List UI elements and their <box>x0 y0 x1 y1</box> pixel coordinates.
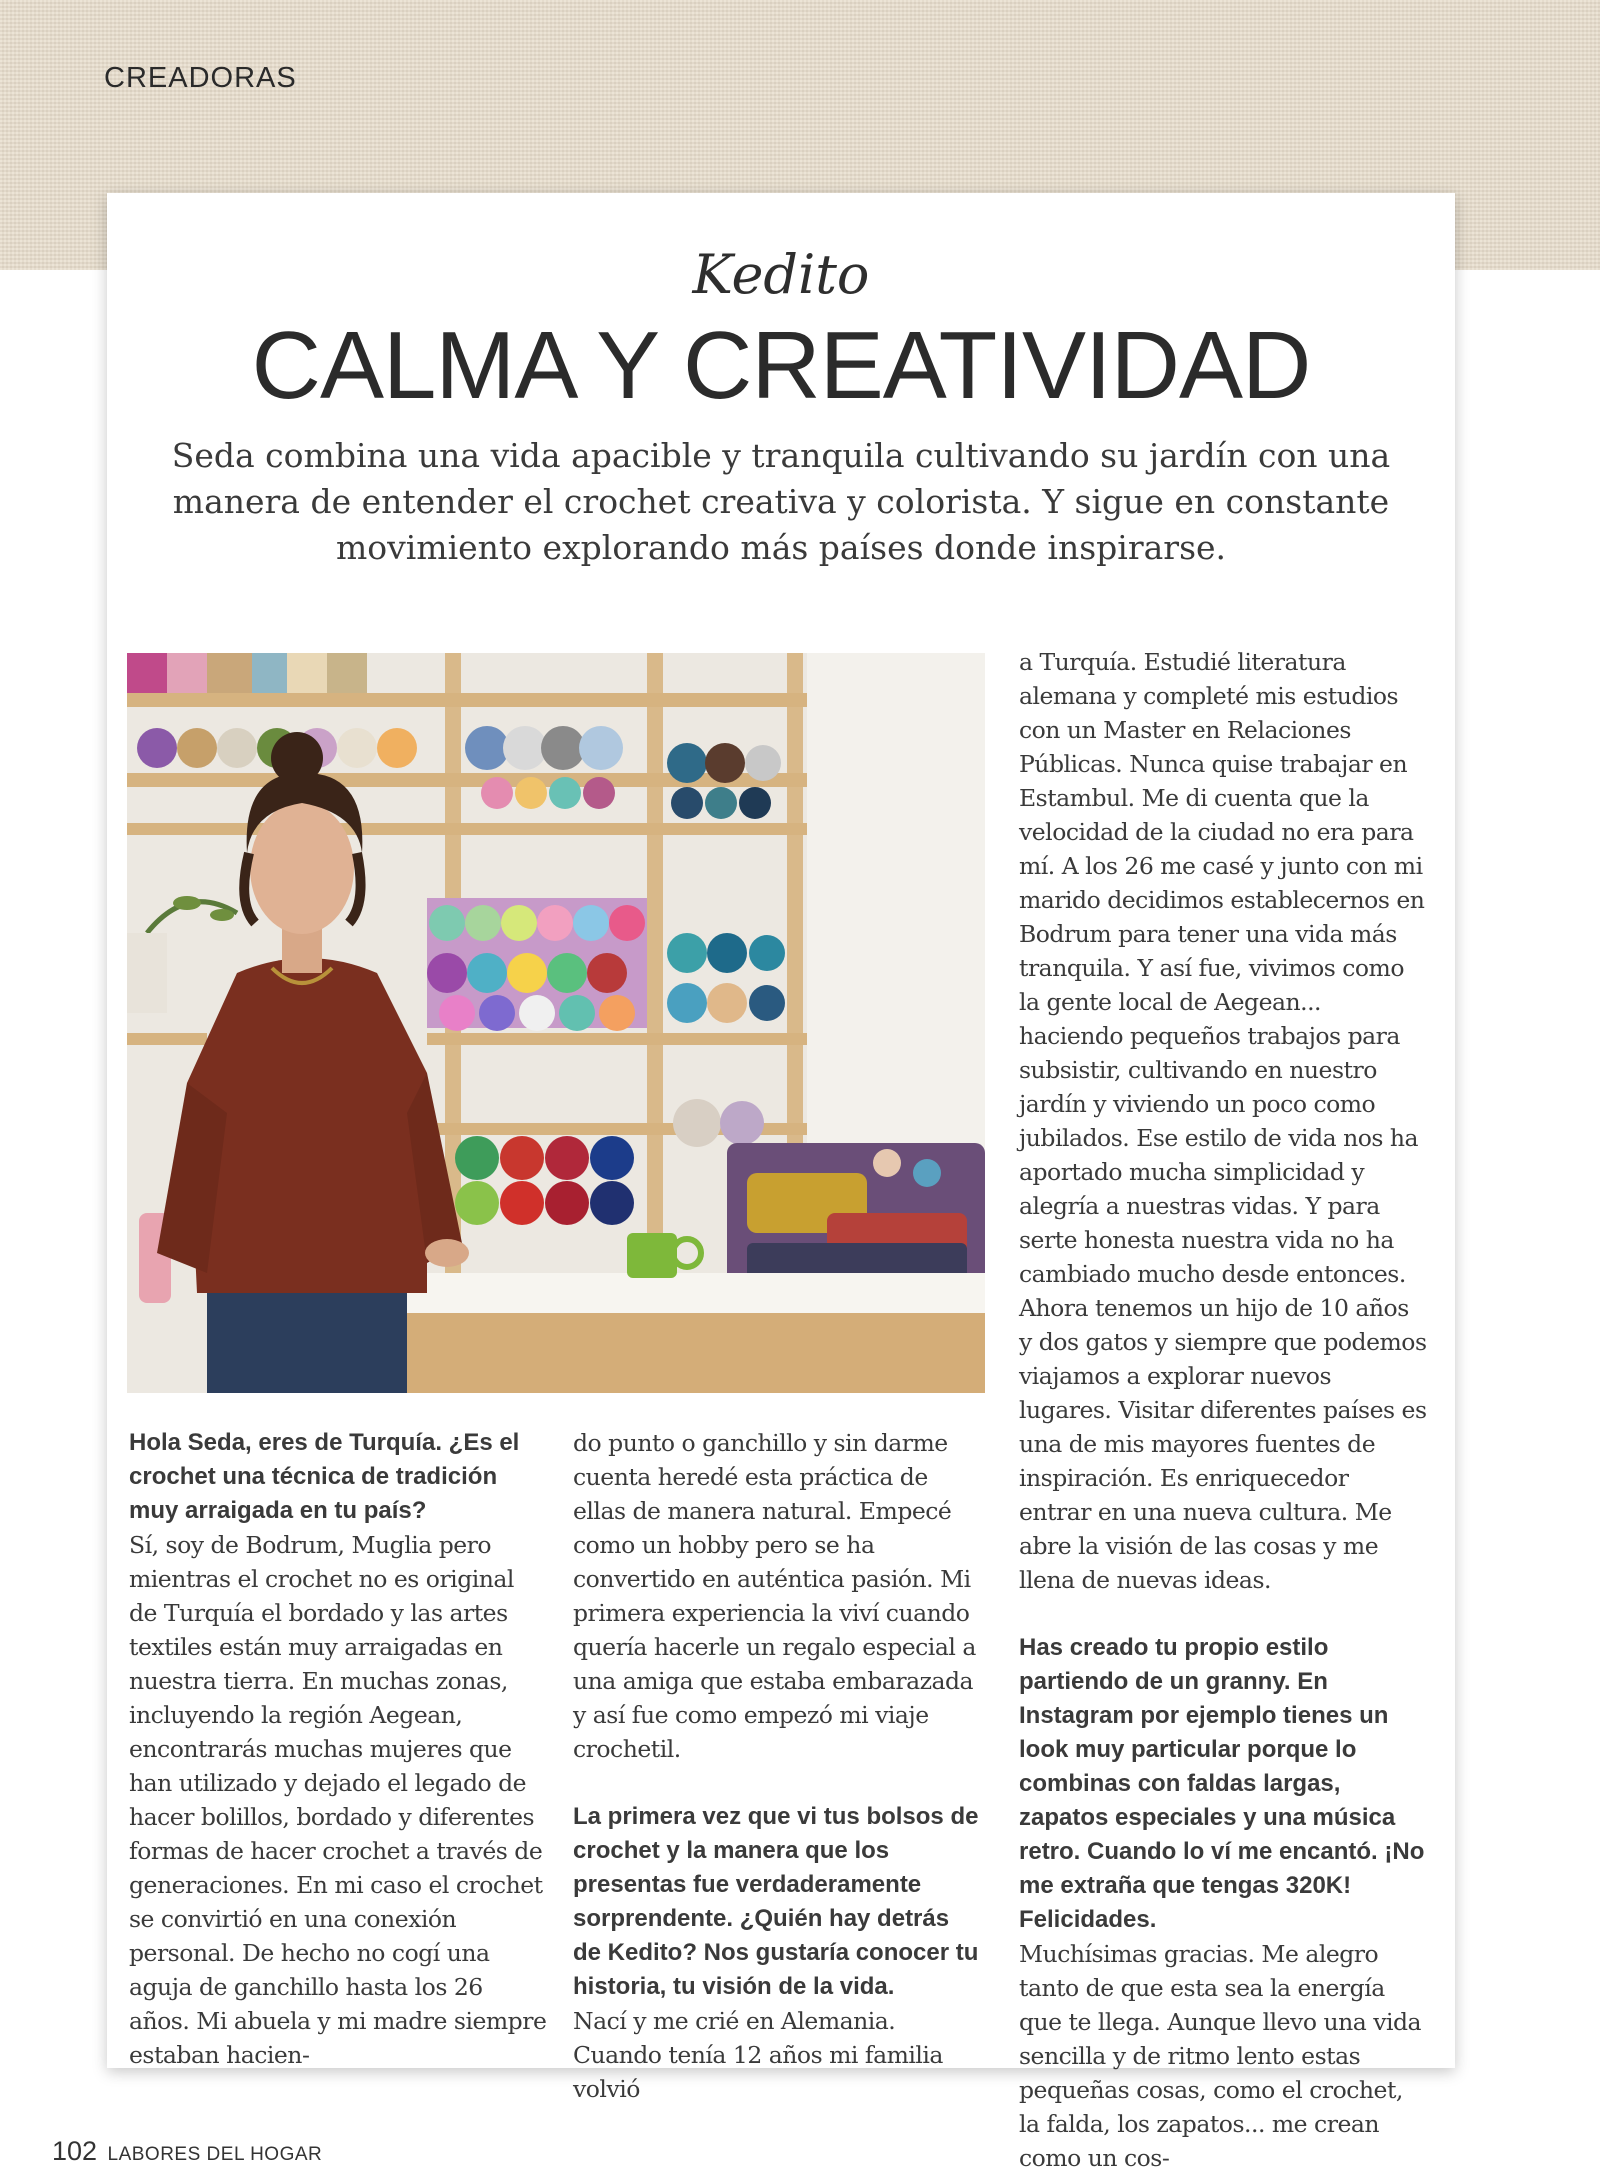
text-column-3 <box>1019 645 1427 2175</box>
page-number: 102 <box>52 2136 98 2166</box>
article-title: CALMA Y CREATIVIDAD <box>251 312 1311 419</box>
page-footer <box>52 2136 322 2167</box>
text-column-1 <box>129 1426 547 2072</box>
paragraph-gap <box>573 1766 979 1800</box>
interview-answer: Nací y me crié en Alemania. Cuando tenía 12 años mi familia volvió <box>573 2007 943 2103</box>
interview-answer: do punto o ganchillo y sin darme cuenta heredé esta práctica de ellas de manera natural. Empecé como un hobby pero se ha convertido en auténtica pasión. Mi primera experiencia la viví cuando quería hacerle un regalo especial a una amiga que estaba embarazada y así fue como empezó mi viaje crochetil. <box>573 1429 976 1763</box>
portrait-photo <box>127 653 985 1393</box>
article-subtitle: Seda combina una vida apacible y tranquila cultivando su jardín con una manera de entender el crochet creativa y colorista. Y sigue en constante movimiento explorando más países donde inspirarse. <box>171 436 1391 567</box>
interview-answer: Muchísimas gracias. Me alegro tanto de que esta sea la energía que te llega. Aunque llevo una vida sencilla y de ritmo lento estas pequeñas cosas, como el crochet, la falda, los zapatos... me crean como un cos- <box>1019 1940 1422 2172</box>
text-column-2 <box>573 1426 979 2106</box>
interview-question: Hola Seda, eres de Turquía. ¿Es el crochet una técnica de tradición muy arraigada en tu país? <box>129 1429 520 1524</box>
section-label: CREADORAS <box>104 62 297 94</box>
article-kicker: Kedito <box>692 243 870 306</box>
magazine-name: LABORES DEL HOGAR <box>107 2144 323 2165</box>
interview-answer: Sí, soy de Bodrum, Muglia pero mientras el crochet no es original de Turquía el bordado y las artes textiles están muy arraigadas en nuestra tierra. En muchas zonas, incluyendo la región Aegean, encontrarás muchas mujeres que han utilizado y dejado el legado de hacer bolillos, bordado y diferentes formas de hacer crochet a través de generaciones. En mi caso el crochet se convirtió en una conexión personal. De hecho no cogí una aguja de ganchillo hasta los 26 años. Mi abuela y mi madre siempre estaban hacien- <box>129 1531 547 2069</box>
interview-question: Has creado tu propio estilo partiendo de un granny. En Instagram por ejemplo tienes un look muy particular porque lo combinas con faldas largas, zapatos especiales y una música retro. Cuando lo ví me encantó. ¡No me extraña que tengas 320K! Felicidades. <box>1019 1634 1425 1933</box>
interview-answer: a Turquía. Estudié literatura alemana y completé mis estudios con un Master en Relaciones Públicas. Nunca quise trabajar en Estambul. Me di cuenta que la velocidad de la ciudad no era para mí. A los 26 me casé y junto con mi marido decidimos establecernos en Bodrum para tener una vida más tranquila. Y así fue, vivimos como la gente local de Aegean... haciendo pequeños trabajos para subsistir, cultivando en nuestro jardín y viviendo un poco como jubilados. Ese estilo de vida nos ha aportado mucha simplicidad y alegría a nuestras vidas. Y para serte honesta nuestra vida no ha cambiado mucho desde entonces. Ahora tenemos un hijo de 10 años y dos gatos y siempre que podemos viajamos a explorar nuevos lugares. Visitar diferentes países es una de mis mayores fuentes de inspiración. Es enriquecedor entrar en una nueva cultura. Me abre la visión de las cosas y me llena de nuevas ideas. <box>1019 648 1427 1594</box>
interview-question: La primera vez que vi tus bolsos de crochet y la manera que los presentas fue verdaderamente sorprendente. ¿Quién hay detrás de Kedito? Nos gustaría conocer tu historia, tu visión de la vida. <box>573 1803 979 2000</box>
paragraph-gap <box>1019 1597 1427 1631</box>
